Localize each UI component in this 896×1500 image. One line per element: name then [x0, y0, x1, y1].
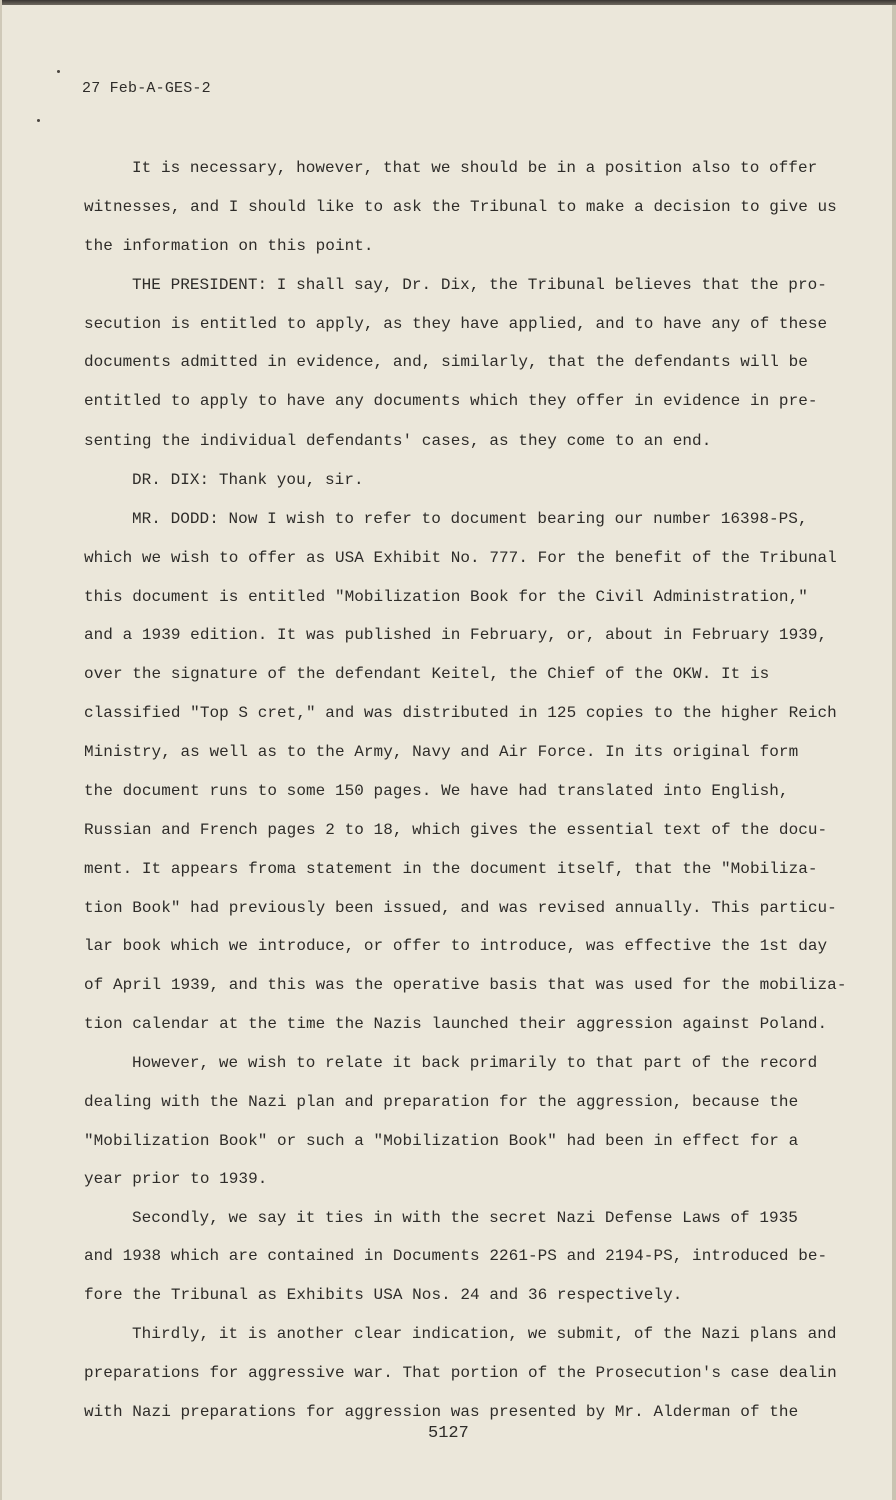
text-line: with Nazi preparations for aggression was presented by Mr. Alderman of the — [84, 1403, 799, 1421]
text-line: tion Book" had previously been issued, and was revised annually. This particu- — [84, 899, 837, 917]
text-line: the information on this point. — [84, 237, 374, 255]
ink-dot-mark — [57, 70, 60, 73]
text-line: It is necessary, however, that we should be in a position also to offer — [132, 159, 818, 177]
text-line: senting the individual defendants' cases, as they come to an end. — [84, 432, 712, 450]
text-line: THE PRESIDENT: I shall say, Dr. Dix, the Tribunal believes that the pro- — [132, 276, 827, 294]
text-line: and a 1939 edition. It was published in February, or, about in February 1939, — [84, 626, 828, 644]
text-line: this document is entitled "Mobilization Book for the Civil Administration," — [84, 588, 808, 606]
text-line: year prior to 1939. — [84, 1170, 268, 1188]
text-line: lar book which we introduce, or offer to introduce, was effective the 1st day — [84, 937, 828, 955]
text-line: Thirdly, it is another clear indication, we submit, of the Nazi plans and — [132, 1325, 837, 1343]
text-line: and 1938 which are contained in Documents 2261-PS and 2194-PS, introduced be- — [84, 1247, 828, 1265]
text-line: of April 1939, and this was the operative basis that was used for the mobiliza- — [84, 976, 847, 994]
text-line: classified "Top S cret," and was distributed in 125 copies to the higher Reich — [84, 704, 837, 722]
text-line: secution is entitled to apply, as they have applied, and to have any of these — [84, 315, 828, 333]
text-line: MR. DODD: Now I wish to refer to document bearing our number 16398-PS, — [132, 510, 808, 528]
text-line: Secondly, we say it ties in with the secret Nazi Defense Laws of 1935 — [132, 1209, 798, 1227]
text-line: over the signature of the defendant Keitel, the Chief of the OKW. It is — [84, 665, 770, 683]
ink-dot-mark — [37, 119, 40, 122]
text-line: preparations for aggressive war. That portion of the Prosecution's case dealin — [84, 1364, 837, 1382]
text-line: witnesses, and I should like to ask the Tribunal to make a decision to give us — [84, 198, 837, 216]
text-line: fore the Tribunal as Exhibits USA Nos. 24 and 36 respectively. — [84, 1286, 683, 1304]
text-line: documents admitted in evidence, and, similarly, that the defendants will be — [84, 353, 808, 371]
text-line: DR. DIX: Thank you, sir. — [132, 471, 364, 489]
text-line: Ministry, as well as to the Army, Navy and Air Force. In its original form — [84, 743, 799, 761]
header-reference: 27 Feb-A-GES-2 — [82, 80, 211, 97]
text-line: Russian and French pages 2 to 18, which gives the essential text of the docu- — [84, 821, 828, 839]
text-line: the document runs to some 150 pages. We have had translated into English, — [84, 782, 789, 800]
text-line: which we wish to offer as USA Exhibit No. 777. For the benefit of the Tribunal — [84, 549, 837, 567]
page-number: 5127 — [428, 1424, 469, 1443]
text-line: entitled to apply to have any documents which they offer in evidence in pre- — [84, 392, 818, 410]
text-line: dealing with the Nazi plan and preparation for the aggression, because the — [84, 1093, 799, 1111]
page-top-edge — [2, 0, 896, 5]
text-line: tion calendar at the time the Nazis launched their aggression against Poland. — [84, 1015, 828, 1033]
text-line: However, we wish to relate it back primarily to that part of the record — [132, 1054, 818, 1072]
text-line: ment. It appears froma statement in the document itself, that the "Mobiliza- — [84, 860, 818, 878]
text-line: "Mobilization Book" or such a "Mobilization Book" had been in effect for a — [84, 1132, 799, 1150]
